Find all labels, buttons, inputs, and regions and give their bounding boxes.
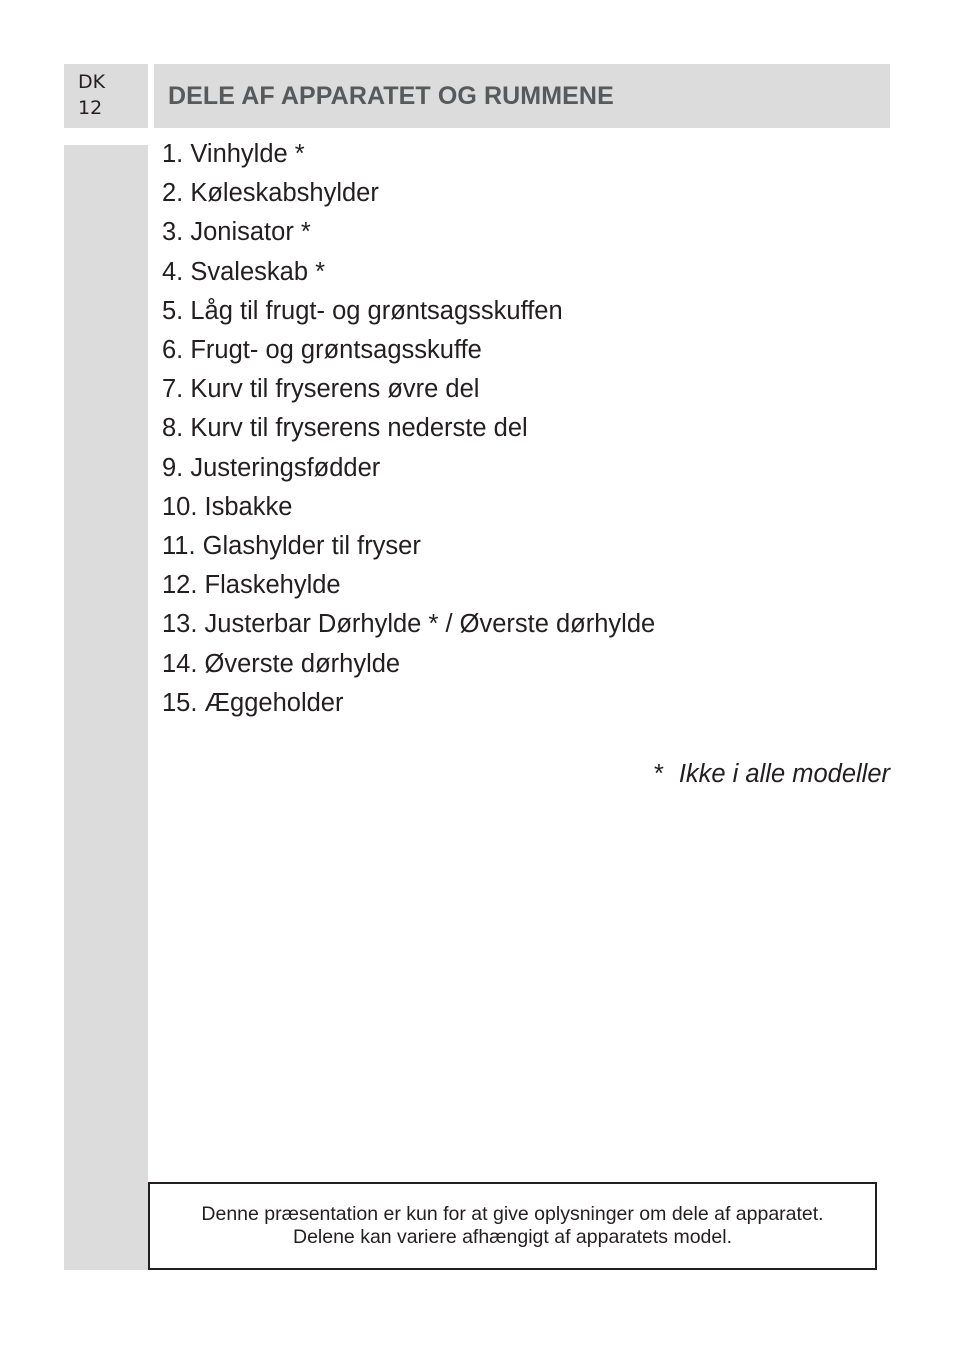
footnote-text: Ikke i alle modeller xyxy=(678,760,890,788)
list-item: 12. Flaskehylde xyxy=(162,571,341,600)
parts-list xyxy=(162,135,655,723)
list-item: 2. Køleskabshylder xyxy=(162,179,379,208)
list-item: 9. Justeringsfødder xyxy=(162,453,381,482)
list-item: 4. Svaleskab * xyxy=(162,257,326,286)
list-item: 8. Kurv til fryserens nederste del xyxy=(162,414,528,443)
notice-line-2: Delene kan variere afhængigt af apparatets model. xyxy=(292,1226,733,1248)
page-number: 12 xyxy=(78,97,103,119)
language-code: DK xyxy=(78,71,106,93)
list-item: 5. Låg til frugt- og grøntsagsskuffen xyxy=(162,296,563,325)
list-item: 13. Justerbar Dørhylde * / Øverste dørhylde xyxy=(162,610,656,639)
list-item: 1. Vinhylde * xyxy=(162,140,305,168)
list-item: 7. Kurv til fryserens øvre del xyxy=(162,375,480,404)
list-item: 11. Glashylder til fryser xyxy=(162,532,421,561)
list-item: 6. Frugt- og grøntsagsskuffe xyxy=(162,336,482,365)
list-item: 14. Øverste dørhylde xyxy=(162,649,401,678)
footnote-marker: * xyxy=(652,760,663,788)
list-item: 10. Isbakke xyxy=(162,492,293,521)
list-item: 3. Jonisator * xyxy=(162,218,311,247)
notice-line-1: Denne præsentation er kun for at give oplysninger om dele af apparatet. xyxy=(201,1203,824,1225)
notice-box xyxy=(148,1182,877,1270)
side-band xyxy=(64,145,148,1270)
list-item: 15. Æggeholder xyxy=(162,688,344,717)
footnote xyxy=(653,756,890,792)
section-header xyxy=(154,64,890,128)
page-tag xyxy=(64,64,148,128)
section-title: DELE AF APPARATET OG RUMMENE xyxy=(168,81,614,110)
